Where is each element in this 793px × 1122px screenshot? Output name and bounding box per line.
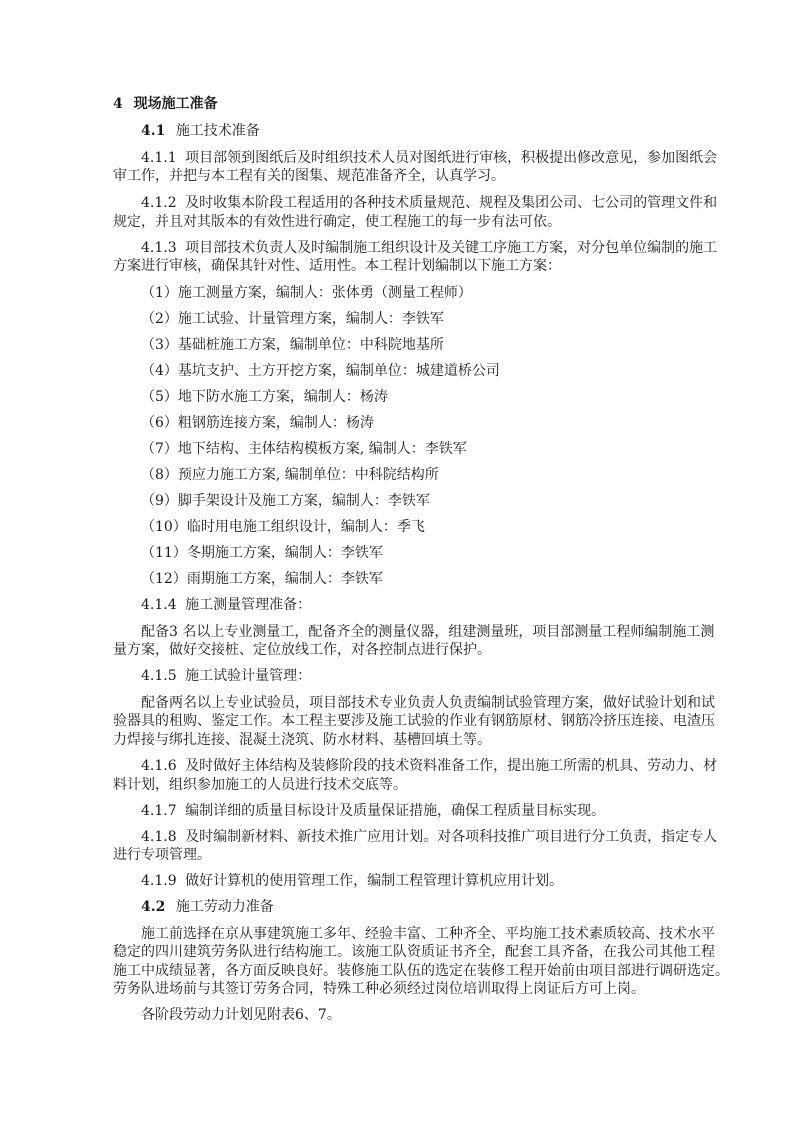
- paragraph-text: 及时编制新材料、新技术推广应用计划。对各项科技推广项目进行分工负责，指定专人: [185, 829, 718, 845]
- paragraph-text: 配备两名以上专业试验员，项目部技术专业负责人负责编制试验管理方案，做好试验计划和试: [141, 695, 715, 711]
- clause-number: 4.1.6: [141, 758, 177, 774]
- list-item-text: （6）粗钢筋连接方案，编制人：杨涛: [141, 415, 374, 431]
- list-item: [141, 335, 793, 355]
- paragraph-4-1-3-line: [141, 238, 793, 258]
- paragraph-text: 规定，并且对其版本的有效性进行确定，使工程施工的每一步有法可依。: [113, 214, 561, 230]
- paragraph-text: 审工作，并把与本工程有关的图集、规范准备齐全，认真学习。: [113, 168, 505, 184]
- list-item: [141, 465, 793, 485]
- list-item-text: （12）雨期施工方案，编制人：李铁军: [141, 571, 383, 587]
- list-item-text: （5）地下防水施工方案，编制人：杨涛: [141, 389, 388, 405]
- paragraph-4-1-4-line: [113, 640, 793, 660]
- paragraph-text: 各阶段劳动力计划见附表6、7。: [141, 1007, 341, 1023]
- clause-number: 4.1.3: [141, 240, 177, 256]
- paragraph-4-2-line: [113, 942, 793, 962]
- clause-number: 4.1.2: [141, 195, 177, 211]
- paragraph-text: 力焊接与绑扎连接、混凝土浇筑、防水材料、基槽回填土等。: [113, 732, 491, 748]
- paragraph-text: 配备3 名以上专业测量工，配备齐全的测量仪器，组建测量班，项目部测量工程师编制施工测: [141, 624, 715, 640]
- subsection-heading-4-2: [141, 897, 793, 917]
- section-number: 4: [113, 96, 123, 112]
- list-item: [141, 517, 793, 537]
- paragraph-text: 施工前选择在京从事建筑施工多年、经验丰富、工种齐全、平均施工技术素质较高、技术水平: [141, 926, 715, 942]
- list-item-text: （4）基坑支护、土方开挖方案，编制单位：城建道桥公司: [141, 363, 500, 379]
- paragraph-text: 施工测量管理准备：: [185, 597, 312, 613]
- paragraph-4-1-1-line: [113, 166, 793, 186]
- clause-number: 4.1.4: [141, 597, 177, 613]
- subsection-title: 施工技术准备: [175, 123, 260, 139]
- list-item: [141, 413, 793, 433]
- list-item-text: （3）基础桩施工方案，编制单位：中科院地基所: [141, 337, 444, 353]
- list-item-text: （10）临时用电施工组织设计，编制人：季飞: [141, 519, 425, 535]
- paragraph-4-1-6-line: [113, 775, 793, 795]
- paragraph-text: 稳定的四川建筑劳务队进行结构施工。该施工队资质证书齐全，配套工具齐备，在我公司其他工程: [113, 944, 715, 960]
- paragraph-text: 施工中成绩显著，各方面反映良好。装修施工队伍的选定在装修工程开始前由项目部进行调研选定。: [113, 963, 729, 979]
- list-item-text: （7）地下结构、主体结构模板方案, 编制人：李铁军: [141, 441, 467, 457]
- clause-number: 4.1.7: [141, 803, 177, 819]
- paragraph-text: 施工试验计量管理：: [185, 668, 312, 684]
- paragraph-4-1-2-line: [141, 193, 793, 213]
- paragraph-4-1-3-line: [113, 256, 793, 276]
- clause-number: 4.1.5: [141, 668, 177, 684]
- clause-number: 4.1.8: [141, 829, 177, 845]
- paragraph-text: 项目部领到图纸后及时组织技术人员对图纸进行审核，积极提出修改意见，参加图纸会: [185, 150, 718, 166]
- clause-number: 4.1.1: [141, 150, 177, 166]
- clause-number: 4.1.9: [141, 873, 177, 889]
- subsection-number: 4.1: [141, 123, 166, 139]
- list-item: [141, 491, 793, 511]
- subsection-title: 施工劳动力准备: [175, 899, 274, 915]
- paragraph-text: 做好计算机的使用管理工作，编制工程管理计算机应用计划。: [185, 873, 564, 889]
- section-title: 现场施工准备: [133, 96, 218, 112]
- list-item-text: （1）施工测量方案，编制人：张体勇（测量工程师）: [141, 285, 472, 301]
- paragraph-4-2-line: [113, 979, 793, 999]
- paragraph-4-1-8-line: [141, 827, 793, 847]
- list-item: [141, 543, 793, 563]
- paragraph-text: 进行专项管理。: [113, 847, 211, 863]
- paragraph-text: 编制详细的质量目标设计及质量保证措施，确保工程质量目标实现。: [185, 803, 606, 819]
- paragraph-4-1-5-line: [113, 730, 793, 750]
- list-item-text: （9）脚手架设计及施工方案，编制人：李铁军: [141, 493, 430, 509]
- paragraph-text: 项目部技术负责人及时编制施工组织设计及关键工序施工方案，对分包单位编制的施工: [185, 240, 718, 256]
- paragraph-4-1-8-line: [113, 845, 793, 865]
- section-heading: [113, 94, 793, 114]
- closing-line: [141, 1005, 793, 1025]
- paragraph-4-1-7-line: [141, 801, 793, 821]
- paragraph-4-1-5-line: [141, 693, 793, 713]
- paragraph-4-1-4-line: [141, 622, 793, 642]
- subsection-number: 4.2: [141, 899, 166, 915]
- paragraph-text: 劳务队进场前与其签订劳务合同，特殊工种必须经过岗位培训取得上岗证后方可上岗。: [113, 981, 645, 997]
- list-item: [141, 361, 793, 381]
- paragraph-text: 及时收集本阶段工程适用的各种技术质量规范、规程及集团公司、七公司的管理文件和: [185, 195, 718, 211]
- paragraph-text: 及时做好主体结构及装修阶段的技术资料准备工作，提出施工所需的机具、劳动力、材: [185, 758, 718, 774]
- list-item: [141, 309, 793, 329]
- paragraph-text: 验器具的租购、鉴定工作。本工程主要涉及施工试验的作业有钢筋原材、钢筋冷挤压连接、电渣压: [113, 713, 715, 729]
- paragraph-text: 料计划，组织参加施工的人员进行技术交底等。: [113, 777, 407, 793]
- list-item: [141, 569, 793, 589]
- paragraph-4-1-4-title: [141, 595, 793, 615]
- list-item-text: （11）冬期施工方案，编制人：李铁军: [141, 545, 383, 561]
- paragraph-4-1-6-line: [141, 756, 793, 776]
- paragraph-4-2-line: [141, 924, 793, 944]
- paragraph-4-1-2-line: [113, 212, 793, 232]
- paragraph-4-1-9-line: [141, 871, 793, 891]
- paragraph-text: 方案进行审核，确保其针对性、适用性。本工程计划编制以下施工方案：: [113, 258, 561, 274]
- list-item: [141, 283, 793, 303]
- paragraph-4-2-line: [113, 961, 793, 981]
- paragraph-4-1-5-line: [113, 711, 793, 731]
- list-item: [141, 387, 793, 407]
- list-item: [141, 439, 793, 459]
- list-item-text: （2）施工试验、计量管理方案，编制人：李铁军: [141, 311, 444, 327]
- paragraph-text: 量方案，做好交接桩、定位放线工作，对各控制点进行保护。: [113, 642, 491, 658]
- paragraph-4-1-1-line: [141, 148, 793, 168]
- list-item-text: （8）预应力施工方案, 编制单位：中科院结构所: [141, 467, 439, 483]
- subsection-heading-4-1: [141, 121, 793, 141]
- paragraph-4-1-5-title: [141, 666, 793, 686]
